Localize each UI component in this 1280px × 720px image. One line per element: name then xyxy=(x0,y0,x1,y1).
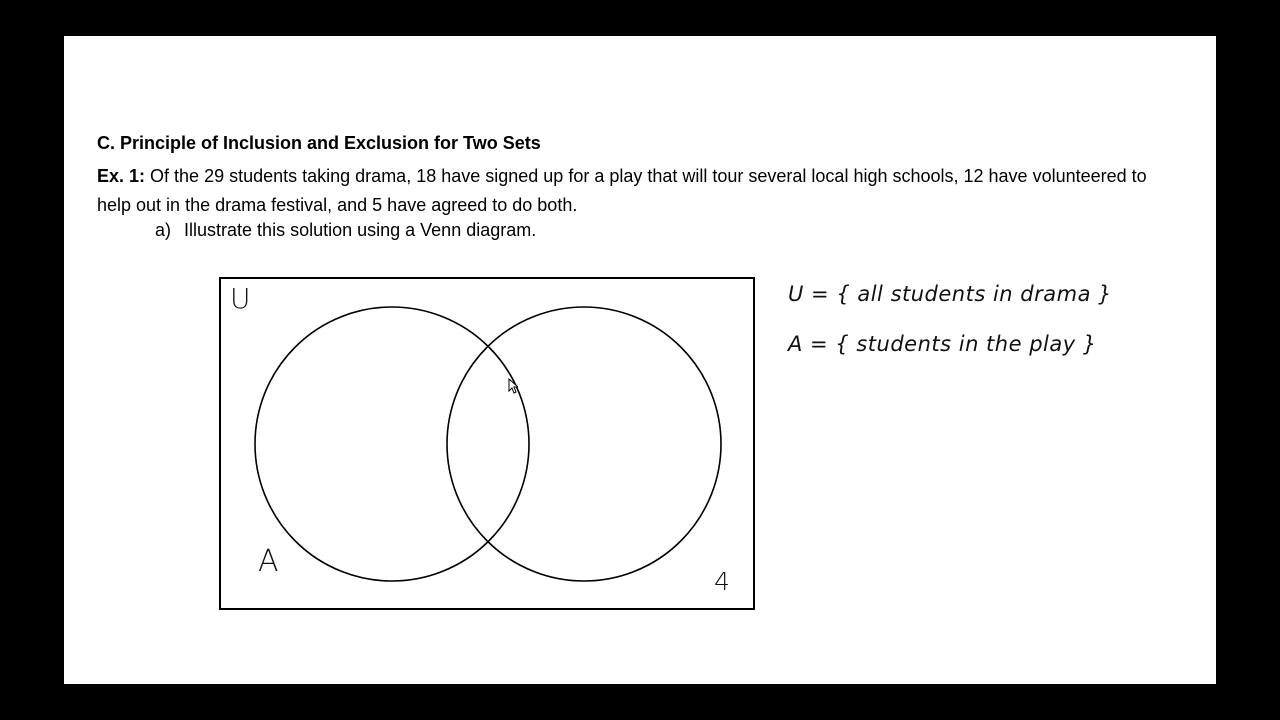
outside-count: 4 xyxy=(714,567,730,596)
set-b-circle xyxy=(447,307,721,581)
universe-label: U xyxy=(230,282,251,315)
part-a-prompt xyxy=(155,220,536,241)
slide-page xyxy=(64,36,1216,684)
venn-diagram xyxy=(218,276,756,612)
part-a-letter: a) xyxy=(155,220,172,240)
problem-text: Of the 29 students taking drama, 18 have signed up for a play that will tour several local high schools, 12 have volunteered to help out in the drama festival, and 5 have agreed to do both. xyxy=(97,166,1147,215)
universe-rectangle xyxy=(220,278,754,609)
set-a-label: A xyxy=(258,544,279,579)
example-label: Ex. 1: xyxy=(97,166,146,186)
section-heading: C. Principle of Inclusion and Exclusion for Two Sets xyxy=(97,133,541,153)
universe-definition: U = { all students in drama } xyxy=(788,282,1112,306)
problem-statement xyxy=(97,162,1157,220)
part-a-text: Illustrate this solution using a Venn diagram. xyxy=(184,220,537,240)
set-a-definition: A = { students in the play } xyxy=(788,332,1097,356)
mouse-pointer-icon xyxy=(508,378,518,394)
set-a-circle xyxy=(255,307,529,581)
